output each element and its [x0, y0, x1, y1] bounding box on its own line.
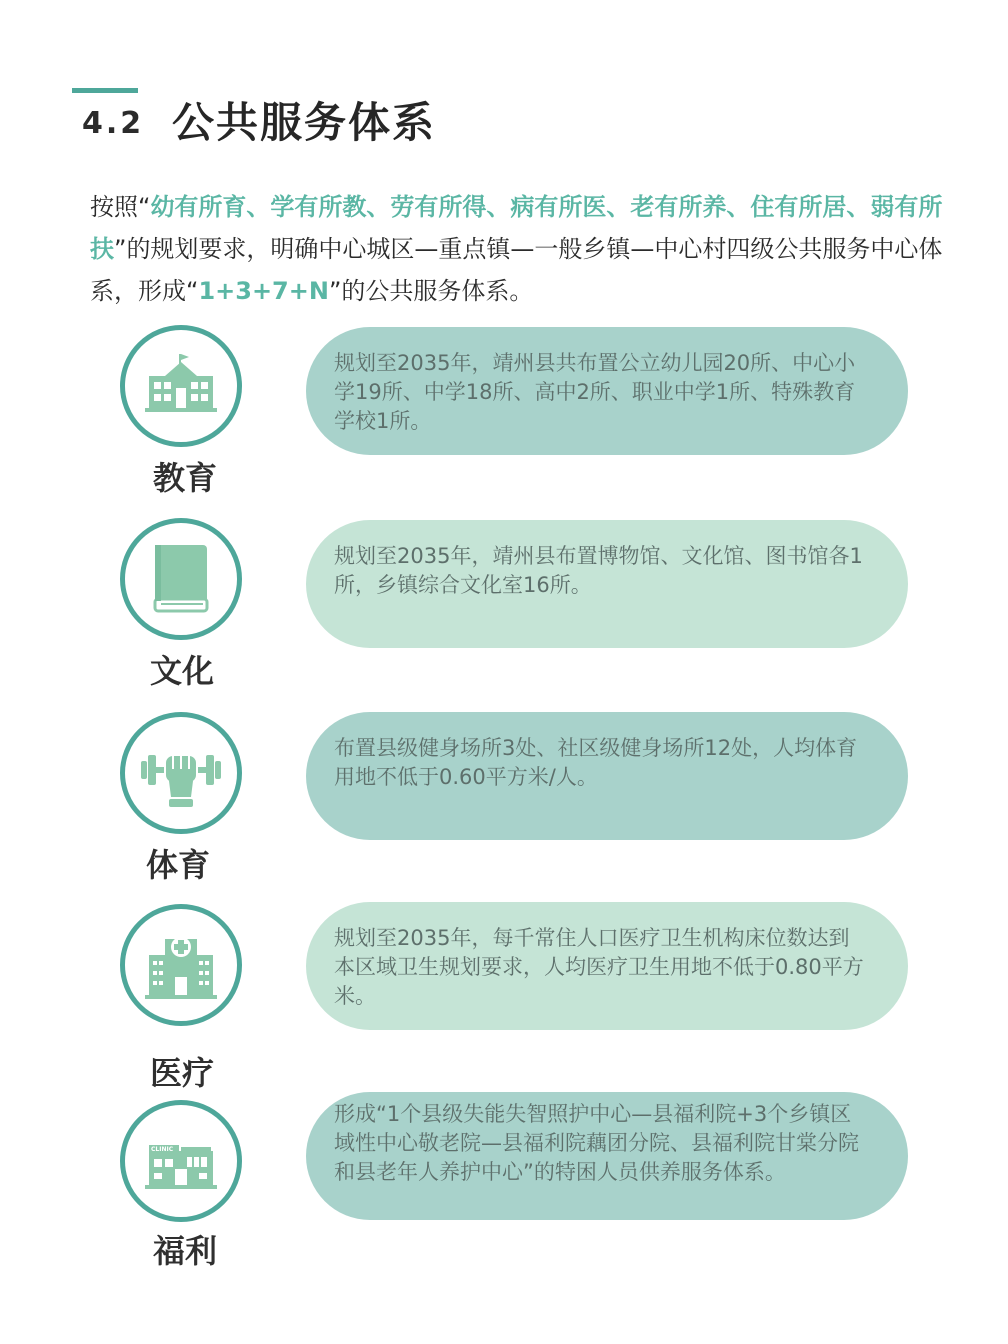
- intro-suffix: 的公共服务体系。: [341, 277, 534, 305]
- book-icon: [141, 539, 221, 619]
- category-label-sports: 体育: [145, 846, 210, 884]
- intro-prefix: 按照: [90, 193, 138, 221]
- category-row-education: [0, 325, 1008, 505]
- school-building-icon: [141, 346, 221, 426]
- intro-highlight-goals: 幼有所育、学有所教、劳有所得、病有所医、老有所养、住有所居、弱有所扶: [90, 193, 943, 263]
- intro-close-quote-1: ”: [114, 235, 127, 263]
- intro-paragraph: [90, 186, 970, 312]
- section-number: 4.2: [82, 106, 145, 141]
- description-pill-sports: 布置县级健身场所3处、社区级健身场所12处，人均体育用地不低于0.60平方米/人。: [306, 712, 908, 840]
- dumbbell-fist-icon: [141, 733, 221, 813]
- intro-open-quote-2: “: [186, 277, 199, 305]
- hospital-icon: [141, 925, 221, 1005]
- description-pill-welfare: 形成“1个县级失能失智照护中心—县福利院+3个乡镇区域性中心敬老院—县福利院藕团分院、县福利院甘棠分院和县老年人养护中心”的特困人员供养服务体系。: [306, 1092, 908, 1220]
- description-pill-medical: 规划至2035年，每千常住人口医疗卫生机构床位数达到本区域卫生规划要求，人均医疗卫生用地不低于0.80平方米。: [306, 902, 908, 1030]
- category-row-medical: [0, 906, 1008, 1092]
- intro-open-quote-1: “: [138, 193, 151, 221]
- category-row-welfare: [0, 1100, 1008, 1280]
- intro-close-quote-2: ”: [328, 277, 342, 305]
- category-row-culture: [0, 518, 1008, 698]
- description-pill-education: 规划至2035年，靖州县共布置公立幼儿园20所、中心小学19所、中学18所、高中2所、职业中学1所、特殊教育学校1所。: [306, 327, 908, 455]
- clinic-icon: [141, 1121, 221, 1201]
- category-label-medical: 医疗: [149, 1054, 214, 1092]
- description-pill-culture: 规划至2035年，靖州县布置博物馆、文化馆、图书馆各1所，乡镇综合文化室16所。: [306, 520, 908, 648]
- clinic-sign-text: CLINIC: [151, 1146, 174, 1153]
- category-row-sports: [0, 712, 1008, 892]
- category-label-culture: 文化: [149, 652, 214, 690]
- sports-icon-circle: [120, 712, 242, 834]
- category-label-welfare: 福利: [152, 1232, 217, 1270]
- intro-middle: 的规划要求，明确中心城区—重点镇—一般乡镇—中心村四级公共服务中心体系，形成: [90, 235, 943, 305]
- culture-icon-circle: [120, 518, 242, 640]
- section-header: [72, 88, 972, 158]
- education-icon-circle: [120, 325, 242, 447]
- medical-icon-circle: [120, 904, 242, 1026]
- welfare-icon-circle: [120, 1100, 242, 1222]
- intro-highlight-system: 1+3+7+N: [198, 277, 329, 305]
- category-label-education: 教育: [152, 459, 217, 497]
- section-title: 公共服务体系: [172, 98, 437, 147]
- header-accent-rule: [72, 88, 138, 93]
